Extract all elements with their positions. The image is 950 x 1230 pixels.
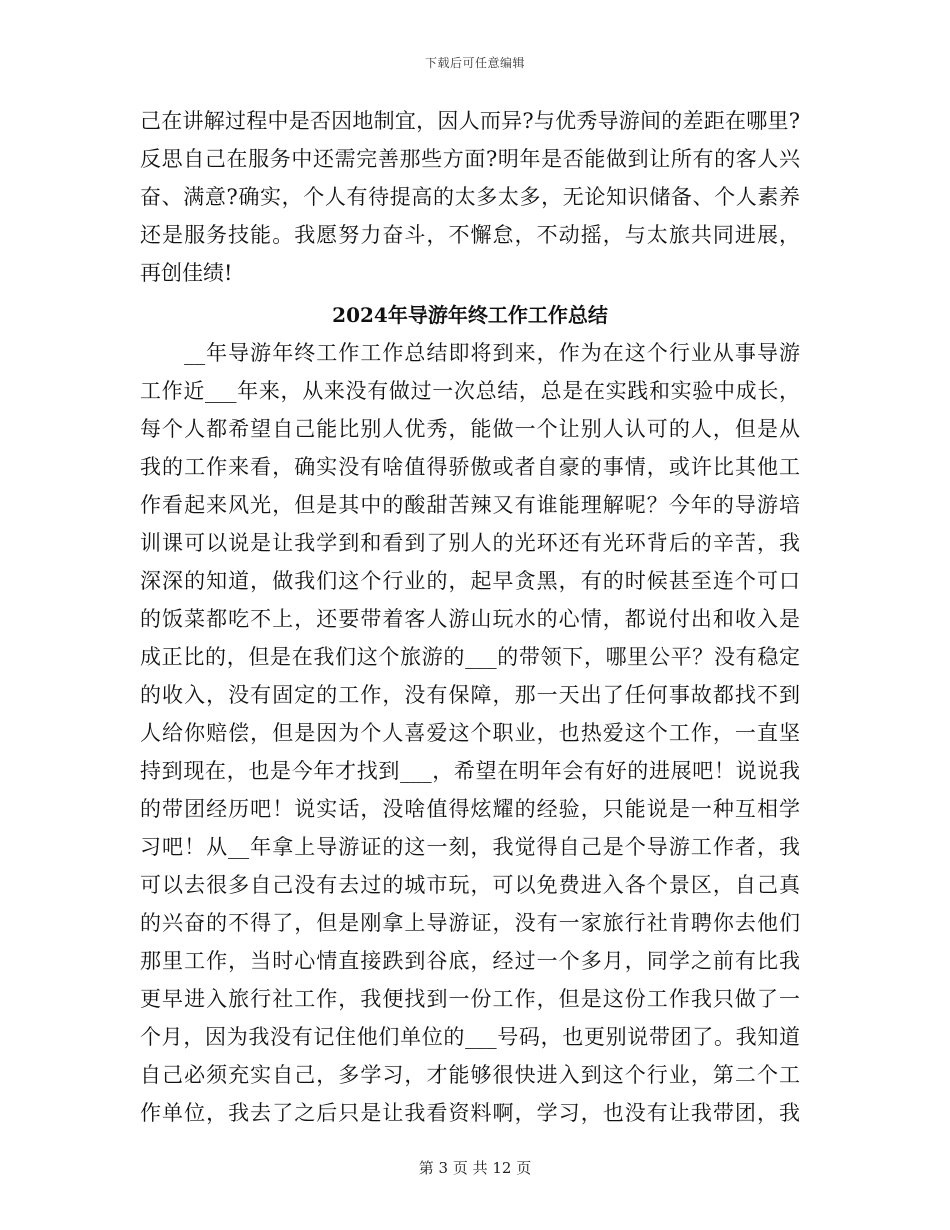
section-title: 2024年导游年终工作工作总结 [332, 303, 608, 327]
paragraph-line: 训课可以说是让我学到和看到了别人的光环还有光环背后的辛苦，我 [140, 531, 800, 555]
paragraph-line: 的收入，没有固定的工作，没有保障，那一天出了任何事故都找不到 [140, 683, 800, 707]
page-header-note: 下载后可任意编辑 [424, 56, 525, 70]
paragraph-line: 可以去很多自己没有去过的城市玩，可以免费进入各个景区，自己真 [140, 873, 800, 897]
document-body [140, 102, 800, 1132]
paragraph-line: 的兴奋的不得了，但是刚拿上导游证，没有一家旅行社肯聘你去他们 [140, 911, 800, 935]
page-number: 第 3 页 共 12 页 [418, 1159, 532, 1177]
paragraph-line: 自己必须充实自己，多学习，才能够很快进入到这个行业，第二个工 [140, 1063, 800, 1087]
paragraph-line: 我的工作来看，确实没有啥值得骄傲或者自豪的事情，或许比其他工 [140, 455, 800, 479]
paragraph-line: 个月，因为我没有记住他们单位的___号码，也更别说带团了。我知道 [140, 1025, 800, 1049]
paragraph-line: 工作近___年来，从来没有做过一次总结，总是在实践和实验中成长， [140, 379, 800, 403]
paragraph-line: 作单位，我去了之后只是让我看资料啊，学习，也没有让我带团，我 [140, 1101, 800, 1125]
intro-line: 还是服务技能。我愿努力奋斗，不懈怠，不动摇，与太旅共同进展， [140, 223, 800, 247]
paragraph-line: 那里工作，当时心情直接跌到谷底，经过一个多月，同学之前有比我 [140, 949, 800, 973]
paragraph-line: 的带团经历吧！说实话，没啥值得炫耀的经验，只能说是一种互相学 [140, 797, 800, 821]
paragraph-line: 每个人都希望自己能比别人优秀，能做一个让别人认可的人，但是从 [140, 417, 800, 441]
paragraph-line: __年导游年终工作工作总结即将到来，作为在这个行业从事导游 [140, 341, 800, 365]
paragraph-line: 人给你赔偿，但是因为个人喜爱这个职业，也热爱这个工作，一直坚 [140, 721, 800, 745]
paragraph-line: 成正比的，但是在我们这个旅游的___的带领下，哪里公平？没有稳定 [140, 645, 800, 669]
paragraph-line: 更早进入旅行社工作，我便找到一份工作，但是这份工作我只做了一 [140, 987, 800, 1011]
paragraph-line: 深深的知道，做我们这个行业的，起早贪黑，有的时候甚至连个可口 [140, 569, 800, 593]
intro-line: 奋、满意?确实，个人有待提高的太多太多，无论知识储备、个人素养 [140, 185, 800, 209]
paragraph-line: 的饭菜都吃不上，还要带着客人游山玩水的心情，都说付出和收入是 [140, 607, 800, 631]
paragraph-line: 作看起来风光，但是其中的酸甜苦辣又有谁能理解呢？今年的导游培 [140, 493, 800, 517]
paragraph-line: 习吧！从__年拿上导游证的这一刻，我觉得自己是个导游工作者，我 [140, 835, 800, 859]
intro-line: 己在讲解过程中是否因地制宜，因人而异?与优秀导游间的差距在哪里? [140, 109, 800, 133]
paragraph-line: 持到现在，也是今年才找到___，希望在明年会有好的进展吧！说说我 [140, 759, 800, 783]
intro-line: 反思自己在服务中还需完善那些方面?明年是否能做到让所有的客人兴 [140, 147, 800, 171]
intro-line: 再创佳绩! [140, 261, 233, 285]
